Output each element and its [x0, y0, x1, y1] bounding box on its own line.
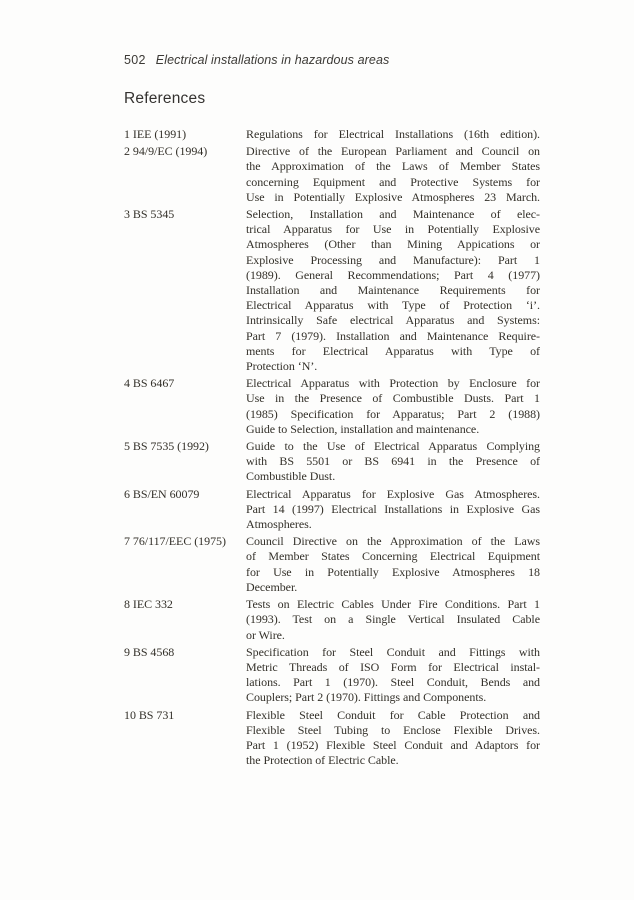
reference-row: [124, 207, 540, 374]
reference-description: [246, 534, 540, 595]
reference-text-line: Tests on Electric Cables Under Fire Conditions. Part 1: [246, 597, 540, 612]
reference-description: [246, 645, 540, 706]
reference-text-line: Installation and Maintenance Requirements for: [246, 283, 540, 298]
reference-text-line: Combustible Dust.: [246, 469, 336, 484]
reference-description: [246, 439, 540, 485]
section-title: References: [124, 90, 206, 107]
reference-label: 5 BS 7535 (1992): [124, 439, 209, 454]
running-header: [124, 53, 389, 67]
reference-text-line: Guide to the Use of Electrical Apparatus Complying: [246, 439, 540, 454]
reference-text-line: Electrical Apparatus with Protection by Enclosure for: [246, 376, 540, 391]
reference-text-line: Council Directive on the Approximation of the Laws: [246, 534, 540, 549]
reference-label: 1 IEE (1991): [124, 127, 187, 141]
reference-text-line: (1993). Test on a Single Vertical Insulated Cable: [246, 612, 540, 627]
reference-text-line: Protection ‘N’.: [246, 359, 318, 374]
reference-description: [246, 487, 540, 533]
reference-text-line: or Wire.: [246, 627, 285, 642]
reference-text-line: Part 1 (1952) Flexible Steel Conduit and Adaptors for: [246, 737, 540, 752]
reference-text-line: Intrinsically Safe electrical Apparatus and Systems:: [246, 313, 540, 328]
reference-label: 2 94/9/EC (1994): [124, 144, 208, 159]
reference-label: 7 76/117/EEC (1975): [124, 534, 226, 549]
reference-row: [124, 708, 540, 769]
reference-row: [124, 645, 540, 706]
reference-row: [124, 439, 540, 485]
reference-text-line: (1989). General Recommendations; Part 4 (1977): [246, 267, 540, 282]
reference-text-line: Flexible Steel Conduit for Cable Protection and: [246, 707, 540, 722]
reference-text-line: Electrical Apparatus for Explosive Gas Atmospheres.: [246, 486, 540, 501]
reference-description: [246, 144, 540, 205]
reference-text-line: Couplers; Part 2 (1970). Fittings and Components.: [246, 690, 487, 705]
reference-description: [246, 207, 540, 374]
reference-text-line: of Member States Concerning Electrical Equipment: [246, 549, 540, 564]
reference-text-line: Part 14 (1997) Electrical Installations in Explosive Gas: [246, 501, 540, 516]
reference-text-line: Use in the Presence of Combustible Dusts. Part 1: [246, 391, 540, 406]
reference-text-line: Specification for Steel Conduit and Fittings with: [246, 644, 540, 659]
reference-text-line: Atmospheres.: [246, 517, 312, 532]
reference-description: [246, 708, 540, 769]
reference-text-line: the Protection of Electric Cable.: [246, 753, 399, 768]
reference-text-line: for Use in Potentially Explosive Atmospheres 18: [246, 564, 540, 579]
reference-text-line: Use in Potentially Explosive Atmospheres 23 March.: [246, 189, 540, 204]
reference-text-line: Part 7 (1979). Installation and Maintenance Require-: [246, 328, 540, 343]
reference-label: 9 BS 4568: [124, 644, 175, 659]
reference-description: [246, 127, 540, 142]
reference-row: [124, 597, 540, 643]
reference-text-line: the Approximation of the Laws of Member States: [246, 159, 540, 174]
reference-description: [246, 597, 540, 643]
reference-text-line: December.: [246, 579, 298, 594]
reference-text-line: (1985) Specification for Apparatus; Part 2 (1988): [246, 406, 540, 421]
reference-row: [124, 144, 540, 205]
reference-row: [124, 487, 540, 533]
running-title: Electrical installations in hazardous areas: [155, 53, 390, 67]
reference-text-line: Metric Threads of ISO Form for Electrical instal-: [246, 659, 540, 674]
reference-row: [124, 534, 540, 595]
reference-text-line: lations. Part 1 (1970). Steel Conduit, Bends and: [246, 675, 540, 690]
references-list: [124, 127, 540, 770]
reference-text-line: concerning Equipment and Protective Systems for: [246, 174, 540, 189]
reference-text-line: Flexible Steel Tubing to Enclose Flexible Drives.: [246, 722, 540, 737]
reference-label: 4 BS 6467: [124, 376, 175, 391]
reference-row: [124, 127, 540, 142]
reference-text-line: with BS 5501 or BS 6941 in the Presence of: [246, 454, 540, 469]
reference-text-line: Selection, Installation and Maintenance of elec-: [246, 207, 540, 222]
reference-text-line: trical Apparatus for Use in Potentially Explosive: [246, 222, 540, 237]
reference-text-line: Atmospheres (Other than Mining Appications or: [246, 237, 540, 252]
reference-description: [246, 376, 540, 437]
reference-text-line: Electrical Apparatus with Type of Protection ‘i’.: [246, 298, 540, 313]
reference-label: 3 BS 5345: [124, 207, 175, 222]
reference-label: 6 BS/EN 60079: [124, 486, 200, 501]
reference-text-line: Regulations for Electrical Installations (16th edition).: [246, 127, 540, 141]
reference-label: 10 BS 731: [124, 707, 175, 722]
reference-text-line: ments for Electrical Apparatus with Type of: [246, 343, 540, 358]
reference-text-line: Guide to Selection, installation and maintenance.: [246, 421, 480, 436]
reference-text-line: Directive of the European Parliament and Council on: [246, 144, 540, 159]
reference-label: 8 IEC 332: [124, 597, 173, 612]
reference-text-line: Explosive Processing and Manufacture): Part 1: [246, 252, 540, 267]
reference-row: [124, 376, 540, 437]
page-number: 502: [124, 53, 146, 67]
